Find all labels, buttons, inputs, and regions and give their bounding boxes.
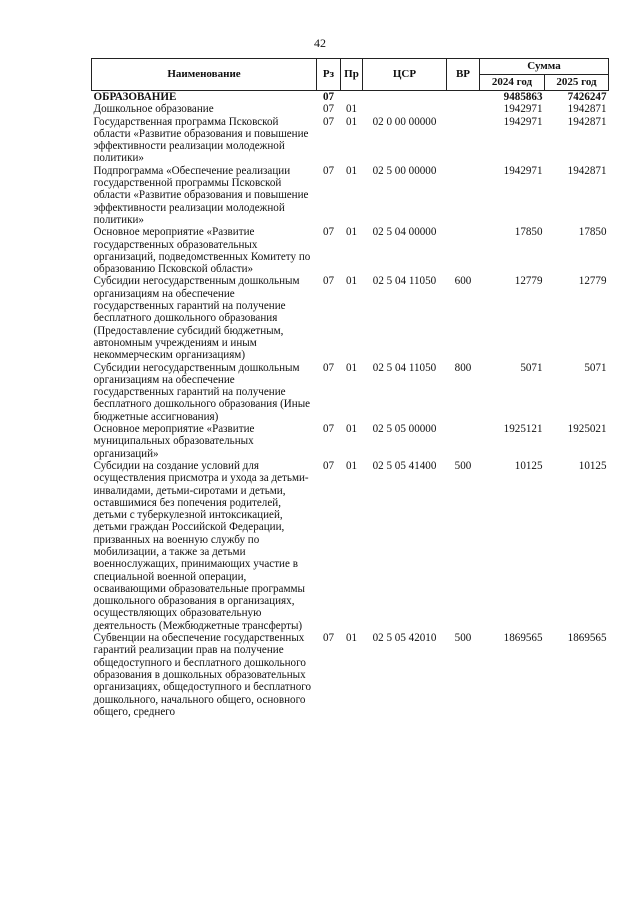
cell-csr: 02 0 00 00000 <box>372 115 437 128</box>
cell-name: Субвенции на обеспечение государственных гарантий реализации прав на получение общедоступного и бесплатного дошкольного образования в дошкольных образовательных организациях, общедоступного и бесплатного дошкольного, начального общего, основного общего, среднего <box>93 632 312 718</box>
cell-name: Субсидии негосударственным дошкольным организациям на обеспечение государственных гарантий на получение бесплатного дошкольного образования (Иные бюджетные ассигнования) <box>93 361 311 423</box>
header-rz: Рз <box>317 59 341 91</box>
cell-name: Дошкольное образование <box>93 103 214 116</box>
table-row <box>92 103 609 115</box>
table-row <box>92 423 609 460</box>
table-row <box>92 91 609 104</box>
cell-sum-2024: 5071 <box>520 361 543 374</box>
cell-vr: 500 <box>454 632 472 645</box>
cell-rz: 07 <box>322 164 335 177</box>
table-body <box>92 91 609 719</box>
cell-pr: 01 <box>345 632 358 645</box>
cell-vr <box>447 116 480 165</box>
cell-pr: 01 <box>345 361 358 374</box>
cell-sum-2024: 1925121 <box>503 423 543 436</box>
cell-sum-2024: 10125 <box>514 459 543 472</box>
cell-sum-2025: 5071 <box>584 361 607 374</box>
cell-rz: 07 <box>322 459 335 472</box>
cell-sum-2024: 12779 <box>514 275 543 288</box>
cell-csr: 02 5 05 00000 <box>372 423 437 436</box>
table-row <box>92 116 609 165</box>
page-number: 42 <box>314 36 326 50</box>
cell-csr: 02 5 05 42010 <box>372 632 437 645</box>
table-row <box>92 226 609 275</box>
cell-vr <box>447 91 480 104</box>
header-csr: ЦСР <box>363 59 447 91</box>
table-header <box>92 59 609 91</box>
cell-sum-2024: 1942971 <box>503 115 543 128</box>
table-row <box>92 275 609 361</box>
cell-sum-2024: 1942971 <box>503 103 543 116</box>
cell-name: Основное мероприятие «Развитие муниципальных образовательных организаций» <box>93 423 255 460</box>
cell-sum-2025: 17850 <box>578 226 607 239</box>
cell-sum-2025: 12779 <box>578 275 607 288</box>
cell-sum-2025: 1942871 <box>567 103 607 116</box>
cell-sum-2025: 1869565 <box>567 632 607 645</box>
cell-vr <box>447 165 480 226</box>
cell-name: Государственная программа Псковской области «Развитие образования и повышение эффективности реализации молодежной политики» <box>93 115 309 165</box>
cell-rz: 07 <box>322 275 335 288</box>
cell-csr <box>363 103 447 115</box>
cell-pr: 01 <box>345 115 358 128</box>
cell-vr <box>447 226 480 275</box>
cell-csr: 02 5 04 00000 <box>372 226 437 239</box>
cell-name: Субсидии негосударственным дошкольным организациям на обеспечение государственных гарантий на получение бесплатного дошкольного образования (Предоставление субсидий бюджетным, автономным учреждениям и иным некоммерческим организациям) <box>93 275 300 362</box>
cell-sum-2024: 1942971 <box>503 164 543 177</box>
cell-vr: 800 <box>454 361 472 374</box>
cell-name: Основное мероприятие «Развитие государственных образовательных организаций, подведомственных Комитету по образованию Псковской области» <box>93 226 311 276</box>
table-row <box>92 362 609 423</box>
cell-sum-2024: 17850 <box>514 226 543 239</box>
cell-pr: 01 <box>345 164 358 177</box>
cell-csr: 02 5 04 11050 <box>372 275 437 288</box>
cell-vr <box>447 423 480 460</box>
cell-name: Подпрограмма «Обеспечение реализации государственной программы Псковской области «Развитие образования и повышение эффективности реализации молодежной политики» <box>93 164 309 226</box>
cell-sum-2025: 1925021 <box>567 423 607 436</box>
cell-vr <box>447 103 480 115</box>
header-vr: ВР <box>447 59 480 91</box>
cell-pr: 01 <box>345 103 358 116</box>
cell-csr <box>363 91 447 104</box>
cell-rz: 07 <box>322 226 335 239</box>
cell-sum-2025: 1942871 <box>567 115 607 128</box>
cell-csr: 02 5 00 00000 <box>372 164 437 177</box>
header-pr: Пр <box>341 59 363 91</box>
cell-vr: 500 <box>454 459 472 472</box>
cell-rz: 07 <box>322 632 335 645</box>
table-row <box>92 632 609 718</box>
cell-rz: 07 <box>322 91 335 103</box>
cell-pr: 01 <box>345 423 358 436</box>
cell-sum-2025: 10125 <box>578 459 607 472</box>
header-year-2025: 2025 год <box>545 75 609 91</box>
cell-sum-2024: 1869565 <box>503 632 543 645</box>
header-name: Наименование <box>92 59 317 91</box>
cell-name: ОБРАЗОВАНИЕ <box>93 91 177 103</box>
cell-sum-2025: 7426247 <box>567 91 607 103</box>
cell-sum-2024: 9485863 <box>503 91 543 103</box>
cell-pr: 01 <box>345 226 358 239</box>
cell-vr: 600 <box>454 275 472 288</box>
cell-pr: 01 <box>345 275 358 288</box>
cell-rz: 07 <box>322 103 335 116</box>
cell-csr: 02 5 04 11050 <box>372 361 437 374</box>
cell-pr: 01 <box>345 459 358 472</box>
header-year-2024: 2024 год <box>480 75 545 91</box>
cell-pr <box>341 91 363 104</box>
cell-rz: 07 <box>322 423 335 436</box>
table-row <box>92 165 609 226</box>
header-sum: Сумма <box>480 59 609 75</box>
cell-sum-2025: 1942871 <box>567 164 607 177</box>
cell-name: Субсидии на создание условий для осуществления присмотра и ухода за детьми-инвалидами, детьми-сиротами и детьми, оставшимися без попечения родителей, детьми с туберкулезной интоксикацией, детьми граждан Российской Федерации, призванных на военную службу по мобилизации, а также за детьми военнослужащих, принимающих участие в специальной военной операции, осваивающими образовательные программы дошкольного образования в организациях, осуществляющих образовательную деятельность (Межбюджетные трансферты) <box>93 459 309 632</box>
cell-rz: 07 <box>322 361 335 374</box>
cell-csr: 02 5 05 41400 <box>372 459 437 472</box>
table-row <box>92 460 609 632</box>
budget-table <box>91 58 609 718</box>
cell-rz: 07 <box>322 115 335 128</box>
